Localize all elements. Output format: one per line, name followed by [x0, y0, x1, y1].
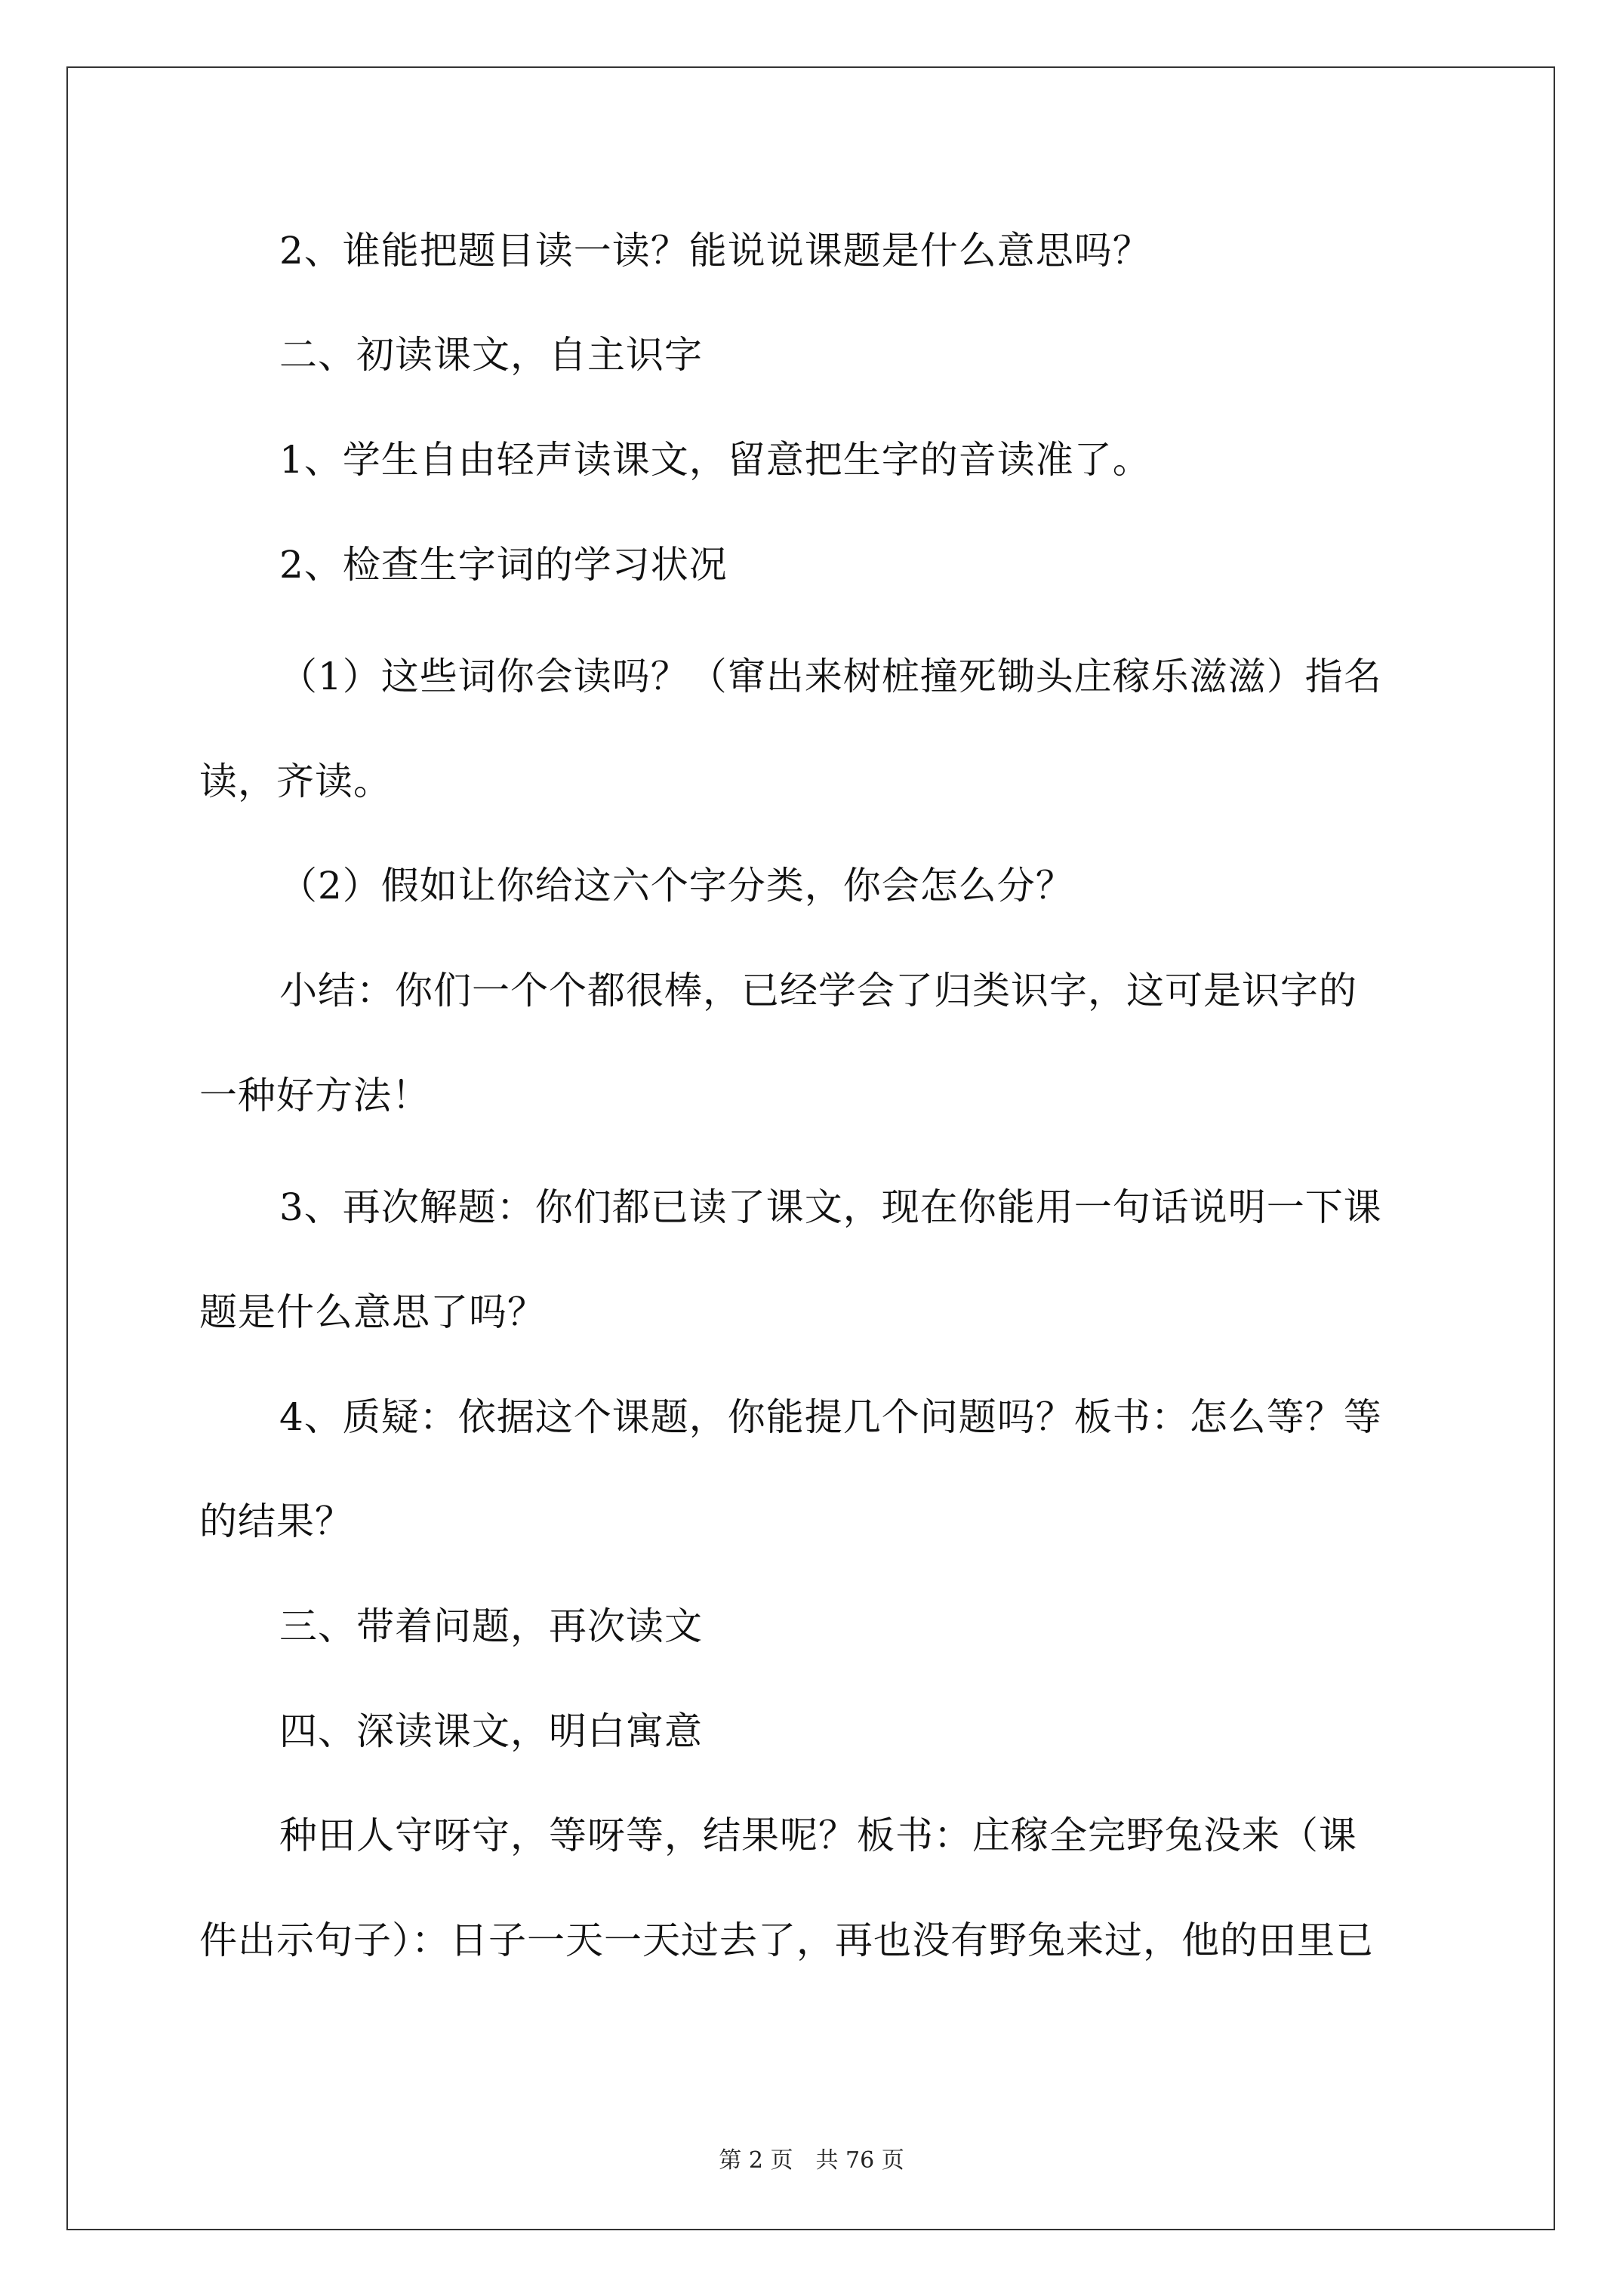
paragraph-line: 种田人守呀守，等呀等，结果呢？板书：庄稼全完野兔没来（课: [279, 1814, 1357, 1857]
paragraph-line: 4、质疑：依据这个课题，你能提几个问题吗？板书：怎么等？等: [279, 1395, 1382, 1439]
paragraph-line: 一种好方法！: [199, 1074, 430, 1117]
paragraph-line: 读，齐读。: [199, 760, 392, 803]
paragraph-line: 题是什么意思了吗？: [199, 1290, 546, 1334]
paragraph-line: 件出示句子）：日子一天一天过去了，再也没有野兔来过，他的田里已: [199, 1918, 1374, 1962]
paragraph-line: （2）假如让你给这六个字分类，你会怎么分？: [279, 864, 1074, 908]
section-heading: 三、带着问题，再次读文: [279, 1604, 703, 1648]
paragraph-line: 小结：你们一个个都很棒，已经学会了归类识字，这可是识字的: [279, 969, 1357, 1012]
section-heading: 四、深读课文，明白寓意: [279, 1709, 703, 1753]
paragraph-line: 1、学生自由轻声读课文，留意把生字的音读准了。: [279, 438, 1151, 482]
paragraph-line: 的结果？: [199, 1499, 353, 1543]
page-number-footer: 第 2 页 共 76 页: [719, 2147, 904, 2174]
paragraph-line: 2、检查生字词的学习状况: [279, 543, 728, 587]
paragraph-line: 3、再次解题：你们都已读了课文，现在你能用一句话说明一下课: [279, 1185, 1382, 1229]
paragraph-line: 2、谁能把题目读一读？能说说课题是什么意思吗？: [279, 229, 1151, 273]
paragraph-line: （1）这些词你会读吗？（窜出来树桩撞死锄头庄稼乐滋滋）指名: [279, 655, 1382, 698]
section-heading: 二、初读课文，自主识字: [279, 333, 703, 377]
